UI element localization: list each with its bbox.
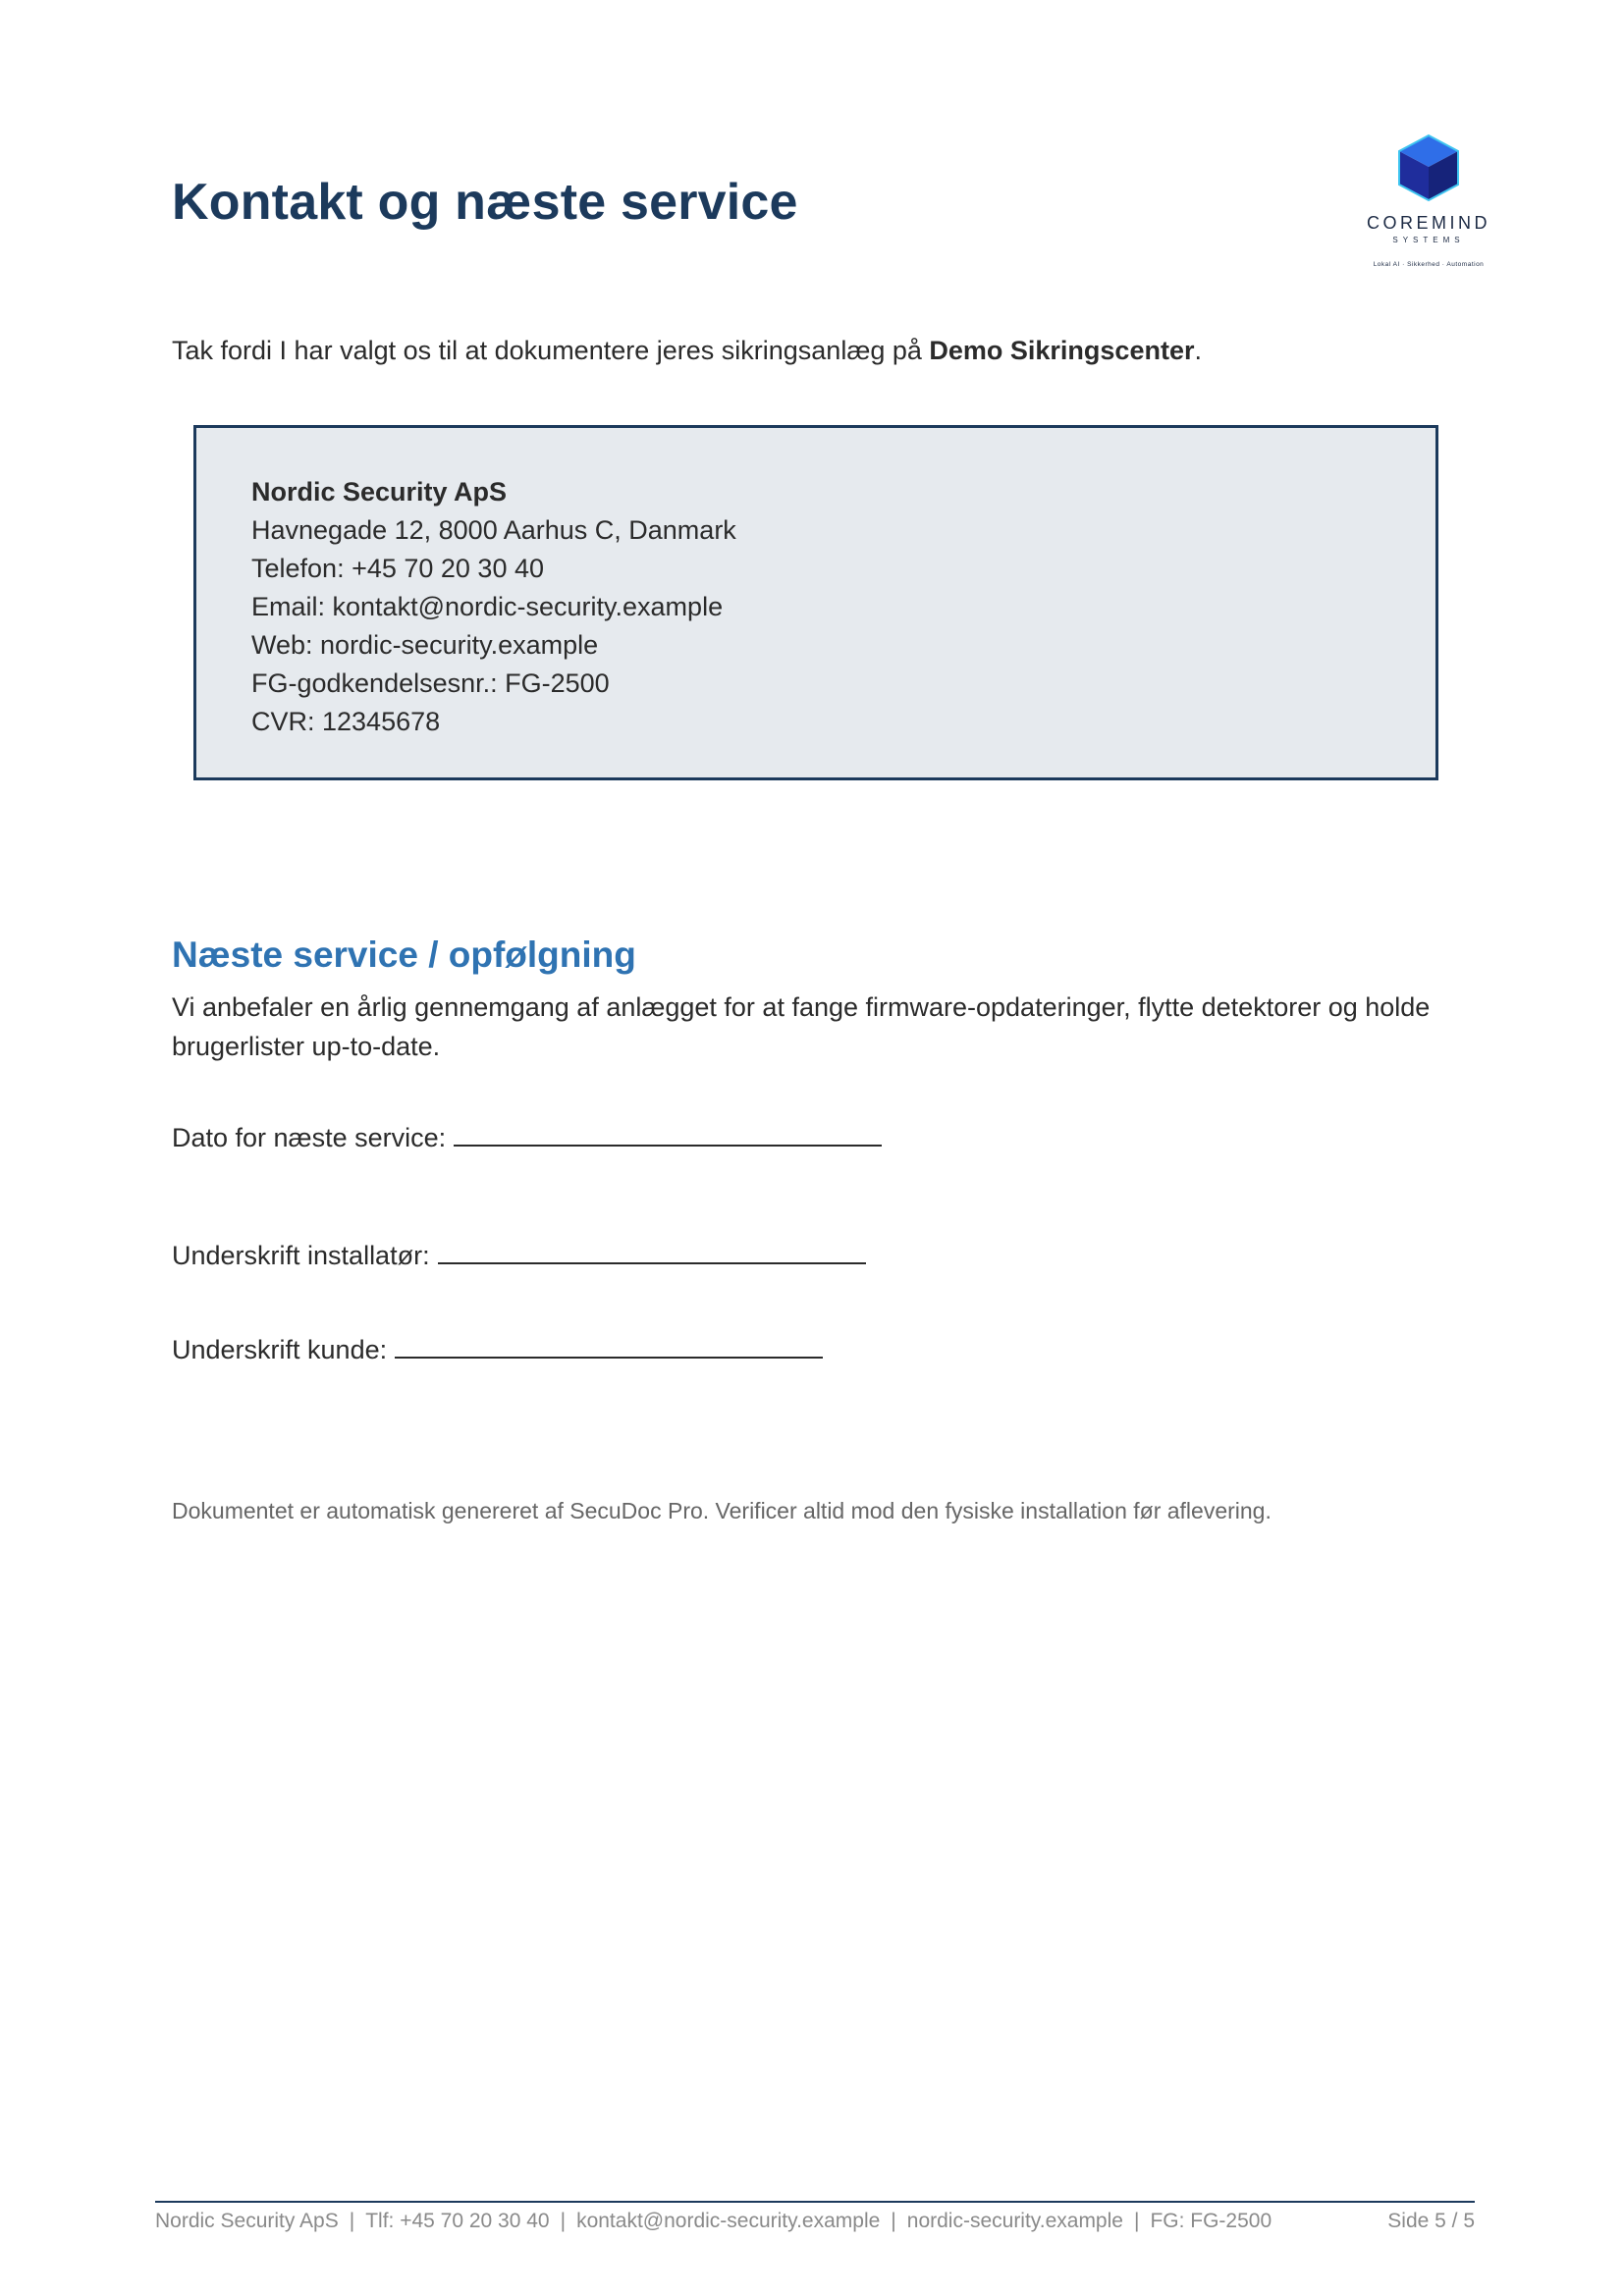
intro-suffix: . xyxy=(1194,336,1202,365)
contact-cvr: CVR: 12345678 xyxy=(251,707,441,736)
installer-signature-field xyxy=(172,1239,866,1271)
contact-box xyxy=(193,425,1438,780)
footer-separator: | xyxy=(349,2210,355,2232)
footer-separator: | xyxy=(560,2210,567,2232)
logo-wordmark: COREMIND xyxy=(1367,213,1490,233)
footer-approval: FG: FG-2500 xyxy=(1150,2210,1272,2232)
section-body-next-service: Vi anbefaler en årlig gennemgang af anlægget for at fange firmware-opdateringer, flytte detektorer og holde brugerlister up-to-date. xyxy=(172,992,1431,1061)
footer-divider xyxy=(155,2201,1475,2203)
contact-web: Web: nordic-security.example xyxy=(251,630,599,660)
footer-company: Nordic Security ApS xyxy=(155,2210,339,2232)
installer-signature-blank xyxy=(438,1239,866,1264)
page-number: Side 5 / 5 xyxy=(1387,2210,1475,2232)
footer-separator: | xyxy=(1133,2210,1140,2232)
footer-web: nordic-security.example xyxy=(906,2210,1123,2232)
customer-signature-blank xyxy=(395,1333,823,1359)
customer-signature-field xyxy=(172,1333,823,1365)
section-title-next-service: Næste service / opfølgning xyxy=(172,934,636,975)
footer-phone: Tlf: +45 70 20 30 40 xyxy=(365,2210,550,2232)
next-service-date-label: Dato for næste service: xyxy=(172,1123,447,1152)
cube-icon xyxy=(1395,133,1462,202)
page-title: Kontakt og næste service xyxy=(172,174,798,231)
site-name: Demo Sikringscenter xyxy=(929,336,1195,365)
contact-company: Nordic Security ApS xyxy=(251,477,508,507)
intro-text xyxy=(172,336,1202,366)
generated-note: Dokumentet er automatisk genereret af SecuDoc Pro. Verificer altid mod den fysiske installation før aflevering. xyxy=(172,1498,1272,1523)
footer-email: kontakt@nordic-security.example xyxy=(576,2210,881,2232)
page-footer xyxy=(155,2210,1475,2233)
company-logo xyxy=(1355,128,1502,275)
next-service-date-field xyxy=(172,1121,882,1153)
contact-address: Havnegade 12, 8000 Aarhus C, Danmark xyxy=(251,515,736,545)
contact-email: Email: kontakt@nordic-security.example xyxy=(251,592,724,621)
logo-subtitle: SYSTEMS xyxy=(1392,236,1465,244)
next-service-date-blank xyxy=(454,1121,882,1147)
contact-approval-number: FG-godkendelsesnr.: FG-2500 xyxy=(251,668,610,698)
customer-signature-label: Underskrift kunde: xyxy=(172,1335,388,1364)
footer-separator: | xyxy=(891,2210,896,2232)
logo-tagline: Lokal AI · Sikkerhed · Automation xyxy=(1373,261,1485,268)
installer-signature-label: Underskrift installatør: xyxy=(172,1241,430,1270)
contact-phone: Telefon: +45 70 20 30 40 xyxy=(251,554,545,583)
intro-prefix: Tak fordi I har valgt os til at dokumentere jeres sikringsanlæg på xyxy=(172,336,930,365)
